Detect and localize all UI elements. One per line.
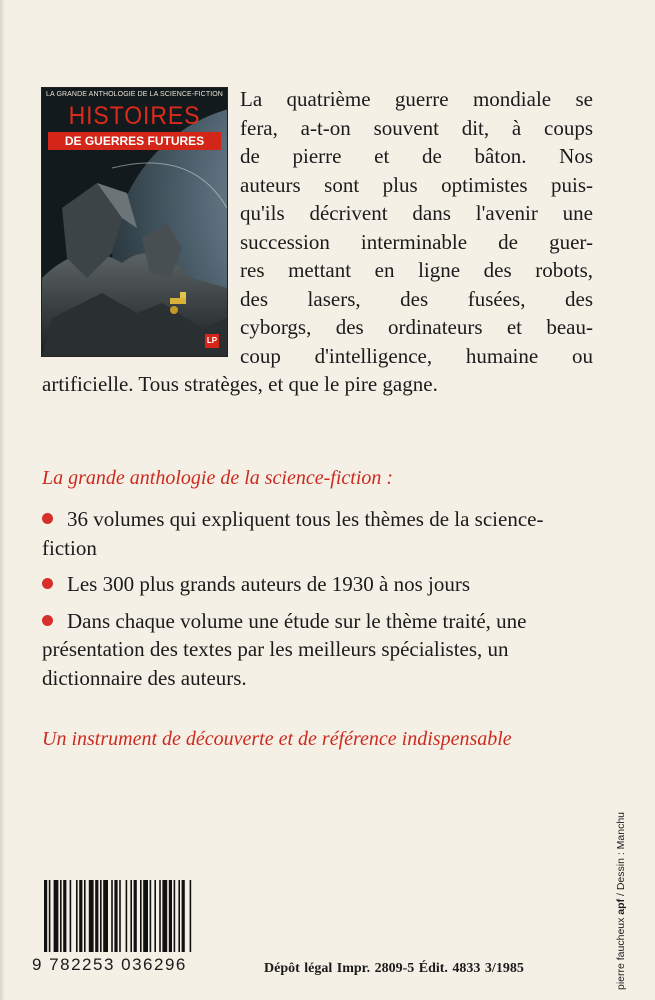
barcode-bar xyxy=(49,880,51,952)
barcode-bar xyxy=(130,880,132,952)
bullet-dot-icon xyxy=(42,615,53,626)
legal-deposit: Dépôt légal Impr. 2809-5 Édit. 4833 3/1985 xyxy=(264,961,524,976)
barcode-bar xyxy=(84,880,86,952)
barcode-bar xyxy=(182,880,185,952)
barcode-bar xyxy=(174,880,176,952)
barcode-bar xyxy=(162,880,167,952)
blurb-lines xyxy=(240,85,593,370)
credit-designer: pierre faucheux xyxy=(615,917,627,990)
blurb-last-line: artificielle. Tous stratèges, et que le pire gagne. xyxy=(42,372,438,396)
barcode-bar xyxy=(169,880,172,952)
blurb-line: qu'ils décrivent dans l'avenir une xyxy=(240,201,593,225)
credit-agency: apf xyxy=(615,898,627,915)
barcode-bar xyxy=(44,880,47,952)
bullet-item xyxy=(42,570,597,599)
barcode-bar xyxy=(190,880,192,952)
bullet-text: Les 300 plus grands auteurs de 1930 à nos jours xyxy=(67,572,471,596)
page-edge xyxy=(0,0,5,1000)
barcode xyxy=(42,880,252,952)
bullet-item xyxy=(42,505,597,562)
barcode-bar xyxy=(103,880,108,952)
credit-illustration: / Dessin : Manchu xyxy=(615,811,627,897)
blurb-line: coup d'intelligence, humaine ou xyxy=(240,343,593,368)
blurb-line: succession interminable de guer- xyxy=(240,229,593,254)
barcode-bar xyxy=(95,880,98,952)
bullet-text: Dans chaque volume une étude sur le thème traité, une présentation des textes par les meilleurs spécialistes, un dictionnaire des auteurs. xyxy=(42,608,527,690)
barcode-bar xyxy=(134,880,137,952)
barcode-bar xyxy=(150,880,152,952)
cover-title: HISTOIRES xyxy=(68,102,201,130)
bullet-dot-icon xyxy=(42,578,53,589)
barcode-bar xyxy=(100,880,102,952)
barcode-bar xyxy=(143,880,148,952)
bullet-item xyxy=(42,607,597,693)
barcode-bar xyxy=(119,880,121,952)
barcode-bar xyxy=(114,880,117,952)
blurb xyxy=(42,85,593,399)
cover-series-label: LA GRANDE ANTHOLOGIE DE LA SCIENCE-FICTION xyxy=(46,91,223,98)
barcode-bar xyxy=(126,880,128,952)
anthology-bullets xyxy=(42,505,597,700)
anthology-heading: La grande anthologie de la science-fiction : xyxy=(42,467,394,489)
blurb-line: de pierre et de bâton. Nos xyxy=(240,144,593,168)
blurb-line: auteurs sont plus optimistes puis- xyxy=(240,172,593,197)
bullet-text: 36 volumes qui expliquent tous les thèmes de la science-fiction xyxy=(42,507,544,560)
barcode-bar xyxy=(154,880,156,952)
barcode-bar xyxy=(76,880,78,952)
bullet-dot-icon xyxy=(42,513,53,524)
isbn-number: 9 782253 036296 xyxy=(32,955,187,974)
blurb-line: res mettant en ligne des robots, xyxy=(240,258,593,282)
barcode-bar xyxy=(159,880,161,952)
closing-statement: Un instrument de découverte et de référence indispensable xyxy=(42,728,512,750)
barcode-bar xyxy=(111,880,113,952)
blurb-line: cyborgs, des ordinateurs et beau- xyxy=(240,315,593,339)
barcode-bar xyxy=(178,880,180,952)
barcode-bar xyxy=(54,880,59,952)
publisher-logo: LP xyxy=(205,334,219,348)
barcode-bar xyxy=(63,880,66,952)
barcode-bar xyxy=(79,880,82,952)
blurb-line: La quatrième guerre mondiale se xyxy=(240,87,593,111)
blurb-line: fera, a-t-on souvent dit, à coups xyxy=(240,115,593,140)
barcode-bar xyxy=(89,880,94,952)
barcode-bar xyxy=(140,880,142,952)
barcode-bar xyxy=(70,880,72,952)
barcode-bar xyxy=(60,880,62,952)
cover-subtitle: DE GUERRES FUTURES xyxy=(48,132,221,150)
credits-vertical xyxy=(615,812,627,990)
blurb-line: des lasers, des fusées, des xyxy=(240,286,593,311)
